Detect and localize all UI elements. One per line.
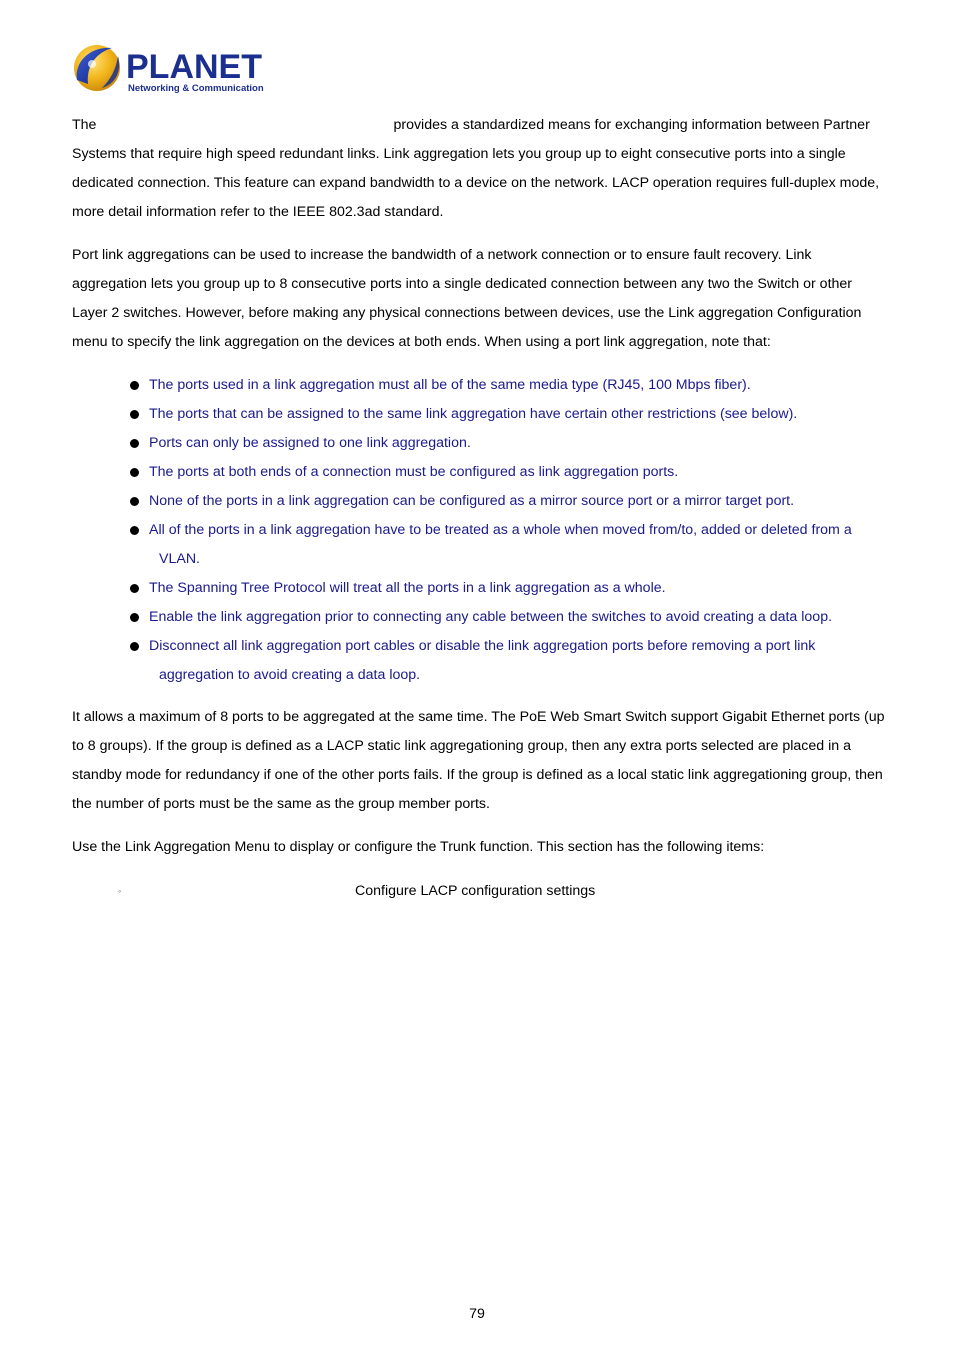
paragraph-link-aggregation-notes: Port link aggregations can be used to increase the bandwidth of a network connection or to ensure fault recovery. Link aggregation lets you group up to 8 consecutive ports into a single dedicated connection between any two the Switch or other Layer 2 switches. However, before making any physical connections between devices, use the Link aggregation Configuration menu to specify the link aggregation on the devices at both ends. When using a port link aggregation, note that: [72, 247, 862, 350]
intro-after-gap: provides a standardized means for exchanging information between Partner [393, 117, 870, 133]
list-item: The ports at both ends of a connection must be configured as link aggregation ports. [130, 458, 882, 487]
list-item: Disconnect all link aggregation port cables or disable the link aggregation ports before removing a port link aggregation to avoid creating a data loop. [130, 632, 882, 690]
planet-logo [72, 40, 272, 96]
list-item: Enable the link aggregation prior to connecting any cable between the switches to avoid creating a data loop. [130, 603, 882, 632]
page-number: 79 [469, 1306, 485, 1322]
bullet-icon [130, 410, 139, 419]
intro-lead-word: The [72, 117, 97, 133]
bullet-icon [130, 381, 139, 390]
list-item: None of the ports in a link aggregation can be configured as a mirror source port or a mirror target port. [130, 487, 882, 516]
list-item: The ports used in a link aggregation must all be of the same media type (RJ45, 100 Mbps fiber). [130, 371, 882, 400]
restrictions-list [130, 371, 882, 690]
intro-paragraph [72, 111, 886, 227]
paragraph-menu-intro: Use the Link Aggregation Menu to display or configure the Trunk function. This section has the following items: [72, 839, 765, 855]
bullet-icon [130, 613, 139, 622]
paragraph-max-ports: It allows a maximum of 8 ports to be aggregated at the same time. The PoE Web Smart Switch support Gigabit Ethernet ports (up to 8 groups). If the group is defined as a LACP static link aggregationing group, then any extra ports selected are placed in a standby mode for redundancy if one of the other ports fails. If the group is defined as a local static link aggregationing group, then the number of ports must be the same as the group member ports. [72, 709, 885, 812]
list-item: The ports that can be assigned to the same link aggregation have certain other restrictions (see below). [130, 400, 882, 429]
logo-tagline: Networking & Communication [128, 83, 264, 94]
intro-rest: Systems that require high speed redundant links. Link aggregation lets you group up to eight consecutive ports into a single dedicated connection. This feature can expand bandwidth to a device on the network. LACP operation requires full-duplex mode, more detail information refer to the IEEE 802.3ad standard. [72, 146, 880, 220]
bullet-icon [130, 439, 139, 448]
bullet-icon [130, 526, 139, 535]
planet-globe-icon [72, 40, 272, 96]
bullet-icon [130, 642, 139, 651]
bullet-icon [130, 497, 139, 506]
list-item: Ports can only be assigned to one link aggregation. [130, 429, 882, 458]
bullet-icon [130, 584, 139, 593]
circle-bullet-icon: ◦ [118, 886, 122, 896]
list-item: All of the ports in a link aggregation have to be treated as a whole when moved from/to, added or deleted from a VLAN. [130, 516, 882, 574]
bullet-icon [130, 468, 139, 477]
logo-wordmark: PLANET [126, 48, 262, 86]
menu-item-description: Configure LACP configuration settings [355, 883, 596, 899]
list-item: The Spanning Tree Protocol will treat all the ports in a link aggregation as a whole. [130, 574, 882, 603]
